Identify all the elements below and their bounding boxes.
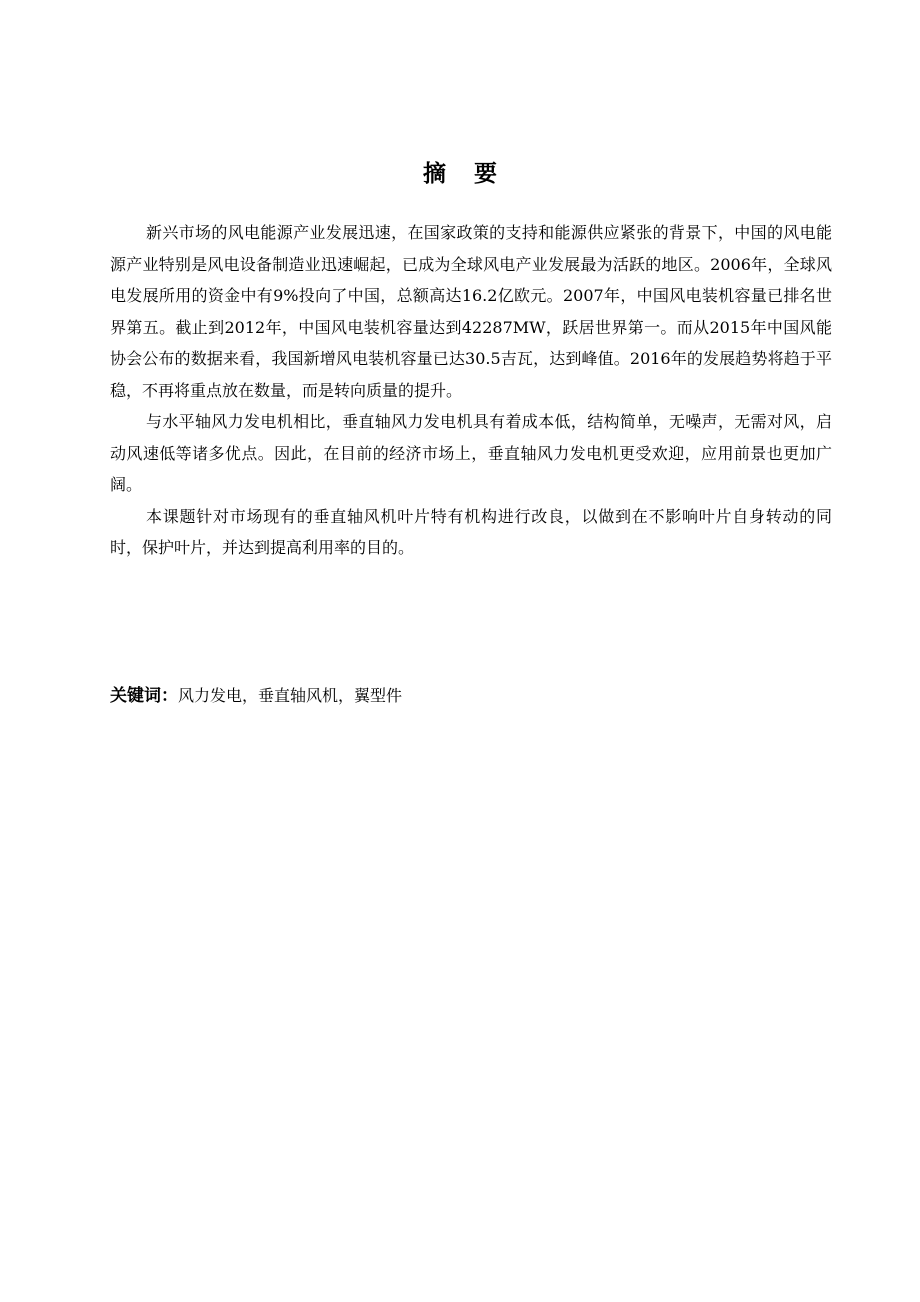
keywords-line — [110, 681, 832, 711]
abstract-paragraph-3: 本课题针对市场现有的垂直轴风机叶片特有机构进行改良，以做到在不影响叶片自身转动的同时，保护叶片，并达到提高利用率的目的。 — [110, 506, 832, 557]
abstract-paragraph-1: 新兴市场的风电能源产业发展迅速，在国家政策的支持和能源供应紧张的背景下，中国的风电能源产业特别是风电设备制造业迅速崛起，已成为全球风电产业发展最为活跃的地区。2006年，全球风电发展所用的资金中有9%投向了中国，总额高达16.2亿欧元。2007年，中国风电装机容量已排名世界第五。截止到2012年，中国风电装机容量达到42287MW，跃居世界第一。而从2015年中国风能协会公布的数据来看，我国新增风电装机容量已达30.5吉瓦，达到峰值。2016年的发展趋势将趋于平稳，不再将重点放在数量，而是转向质量的提升。 — [110, 223, 832, 400]
keywords-value: 风力发电，垂直轴风机，翼型件 — [178, 686, 403, 705]
keywords-label: 关键词： — [110, 686, 178, 706]
page-title: 摘 要 — [422, 161, 507, 187]
abstract-body — [110, 217, 832, 564]
abstract-paragraph-2: 与水平轴风力发电机相比，垂直轴风力发电机具有着成本低，结构简单，无噪声，无需对风，启动风速低等诸多优点。因此，在目前的经济市场上，垂直轴风力发电机更受欢迎，应用前景也更加广阔。 — [110, 412, 832, 494]
